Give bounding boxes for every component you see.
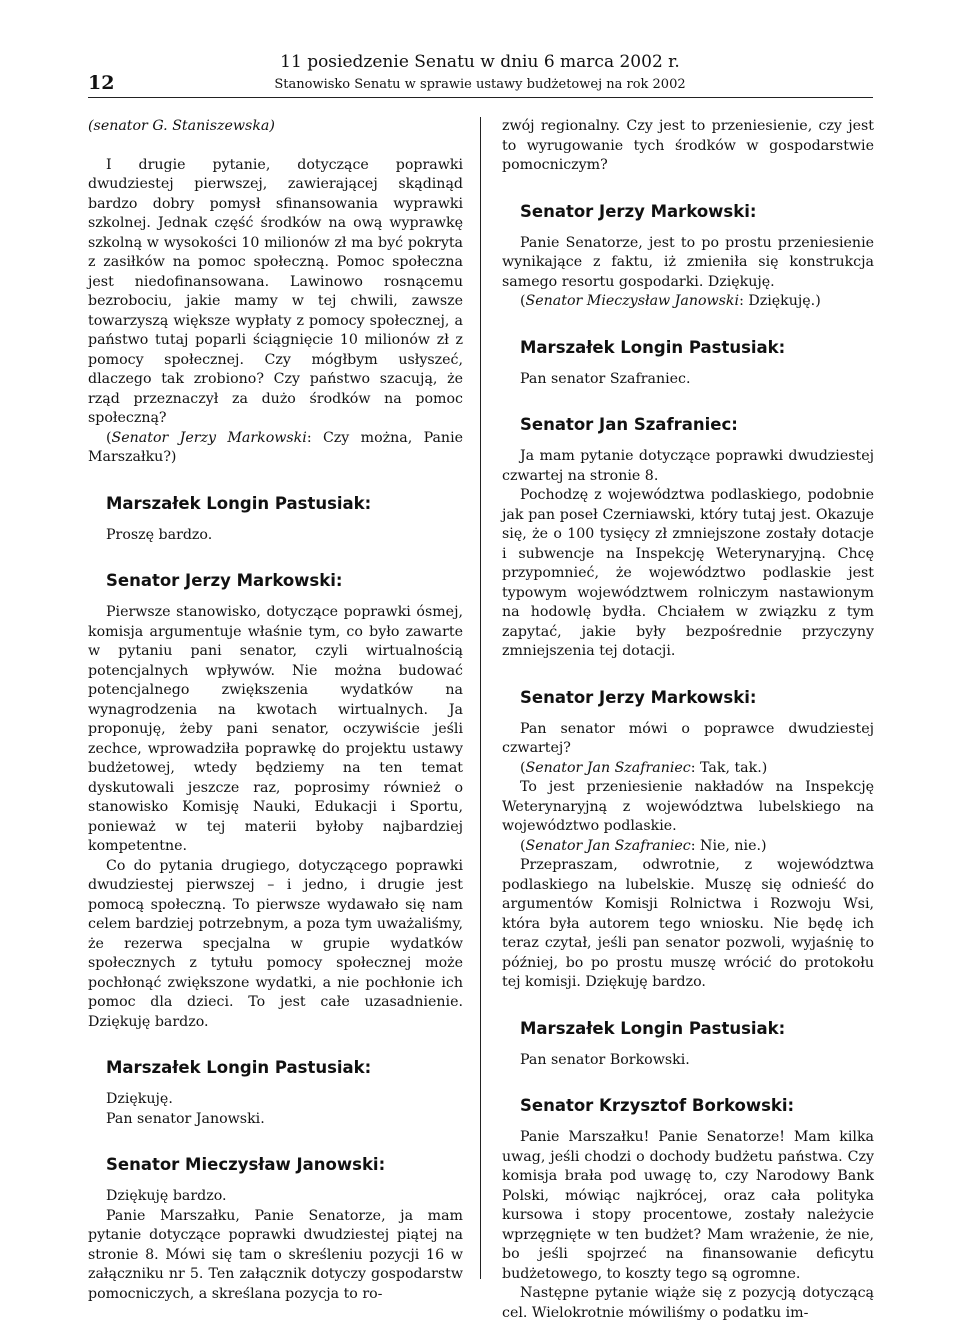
running-header-title: 11 posiedzenie Senatu w dniu 6 marca 2002 r.	[280, 52, 680, 72]
interjection-text: : Czy można, Panie Marszałku?)	[88, 429, 464, 465]
paragraph: Następne pytanie wiąże się z pozycją dotyczącą cel. Wielokrotnie mówiliśmy o podatku im-	[502, 1285, 874, 1321]
paragraph: Pan senator Szafraniec.	[520, 370, 691, 387]
paragraph: Pochodzę z województwa podlaskiego, podobnie jak pan poseł Czerniawski, który tutaj jest. Okazuje się, że o 100 tysięcy zł zmniejszone zostały dotacje i subwencje na Inspekcję Weterynaryjną. Chcę przypomnieć, że województwo podlaskie jest typowym województwem rolniczym nastawionym na hodowlę bydła. Chciałem w związku z tym zapytać, jakie były bezpośrednie przyczyny zmniejszenia tej dotacji.	[502, 487, 874, 659]
interjection: (Senator Mieczysław Janowski: Dziękuję.)	[520, 293, 821, 309]
column-divider	[480, 117, 481, 1279]
interjection: (Senator Jan Szafraniec: Nie, nie.)	[520, 837, 767, 854]
speaker-heading: Marszałek Longin Pastusiak:	[520, 1018, 786, 1038]
interjection: (Senator Jan Szafraniec: Tak, tak.)	[520, 759, 768, 776]
speaker-heading: Marszałek Longin Pastusiak:	[106, 1058, 372, 1077]
right-column	[502, 117, 874, 1323]
paragraph: To jest przeniesienie nakładów na Inspekcję Weterynaryjną z województwa lubelskiego na województwo podlaskie.	[502, 779, 874, 834]
interjection-speaker: Senator Jerzy Markowski	[111, 429, 307, 446]
paragraph: zwój regionalny. Czy jest to przeniesienie, czy jest to wyrugowanie tych środków w gospodarstwie pomocniczym?	[502, 118, 874, 173]
left-column	[88, 117, 463, 1304]
paragraph: Panie Marszałku! Panie Senatorze! Mam kilka uwag, jeśli chodzi o dochody budżetu państwa. Czy komisja brała pod uwagę to, czy Narodowy Bank Polski, mówiąc najkrócej, oraz cała polityka kursowa i stopy procentowe, zostały należycie wprzęgnięte w ten budżet? Mam wrażenie, że nie, bo jeśli spojrzeć na finansowanie deficytu budżetowego, to koszty tego są ogromne.	[502, 1129, 874, 1282]
paragraph: Panie Senatorze, jest to po prostu przeniesienie wynikające z faktu, iż zmieniła się konstrukcja samego resortu gospodarki. Dziękuję.	[502, 234, 874, 290]
speaker-heading: Senator Mieczysław Janowski:	[106, 1155, 386, 1174]
header-rule	[88, 97, 873, 98]
paragraph: Co do pytania drugiego, dotyczącego poprawki dwudziestej pierwszej – i jedno, i drugie jest pomocą społeczną. To pierwsze wydawało się nam celem bardziej potrzebnym, a poza tym uważaliśmy, że rezerwa specjalna w grupie wydatków społecznych z tytułu pomocy społecznej może pochłonąć zwiększone wydatki, a nie pochłonie ich pomoc dla dzieci. To jest całe uzasadnienie. Dziękuję bardzo.	[88, 857, 463, 1030]
interjection-speaker: Senator Jan Szafraniec	[525, 759, 691, 776]
interjection: (Senator Jerzy Markowski: Czy można, Panie Marszałku?)	[88, 429, 464, 465]
paragraph: Pan senator Janowski.	[106, 1110, 265, 1127]
speaker-heading: Marszałek Longin Pastusiak:	[520, 337, 786, 357]
interjection-text: : Tak, tak.)	[690, 759, 768, 776]
paragraph: Dziękuję bardzo.	[106, 1188, 227, 1204]
interjection-speaker: Senator Jan Szafraniec	[525, 837, 691, 854]
speaker-heading: Senator Jan Szafraniec:	[520, 415, 738, 434]
interjection-speaker: Senator Mieczysław Janowski	[525, 293, 740, 309]
paragraph: Pierwsze stanowisko, dotyczące poprawki ósmej, komisja argumentuje właśnie tym, co było zawarte w pytaniu pani senator, czyli wirtualnością potencjalnych wpływów. Nie można budować potencjalnego zwiększenia wydatków na wynagrodzenia na kwotach wirtualnych. Ja proponuję, żeby pani senator, oczywiście jeśli zechce, wprowadziła poprawkę do projektu ustawy budżetowej, wtedy będziemy na ten temat dyskutowali jeszcze raz, poprosimy również o stanowisko Komisję Nauki, Edukacji i Sportu, ponieważ w tej materii byłoby najbardziej kompetentne.	[88, 604, 463, 854]
speaker-heading: Senator Jerzy Markowski:	[520, 687, 757, 707]
speaker-heading: Senator Krzysztof Borkowski:	[520, 1096, 795, 1115]
interjection-text: : Dziękuję.)	[739, 293, 821, 309]
running-header-subtitle: Stanowisko Senatu w sprawie ustawy budżetowej na rok 2002	[274, 77, 686, 92]
paragraph: Proszę bardzo.	[106, 526, 213, 543]
speaker-heading: Senator Jerzy Markowski:	[106, 571, 343, 590]
paragraph: Panie Marszałku, Panie Senatorze, ja mam pytanie dotyczące poprawki dwudziestej piątej na stronie 8. Mówi się tam o skreśleniu pozycji 16 w załączniku nr 5. Ten załącznik dotyczy gospodarstw pomocniczych, a skreślana pozycja to ro-	[88, 1207, 463, 1302]
speaker-heading: Senator Jerzy Markowski:	[520, 201, 757, 221]
paragraph: Ja mam pytanie dotyczące poprawki dwudziestej czwartej na stronie 8.	[502, 448, 874, 484]
speaker-heading: Marszałek Longin Pastusiak:	[106, 493, 372, 513]
paragraph: I drugie pytanie, dotyczące poprawki dwudziestej pierwszej, zawierającej skądinąd bardzo dobry pomysł sfinansowania wyprawki szkolnej. Jednak część środków na ową wyprawkę szkolną w wysokości 10 milionów zł ma być pokryta z zasiłków na pomoc społeczną. Pomoc społeczna jest niedofinansowana. Lawinowo rosnącemu bezrobociu, jakie mamy w tej chwili, zawsze towarzyszą większe wypłaty z pomocy społecznej, a państwo tutaj poparli ściągnięcie 10 milionów zł z pomocy społecznej. Czy mógłbym usłyszeć, dlaczego tak zrobiono? Czy państwo szacują, że rząd przeznaczył za dużo środków na pomoc społeczną?	[88, 156, 463, 426]
speaker-continuation: (senator G. Staniszewska)	[88, 118, 275, 134]
page-number: 12	[88, 72, 115, 94]
interjection-text: : Nie, nie.)	[690, 837, 767, 854]
paragraph: Pan senator Borkowski.	[520, 1051, 690, 1068]
paragraph: Pan senator mówi o poprawce dwudziestej czwartej?	[502, 720, 874, 756]
paragraph: Dziękuję.	[106, 1091, 173, 1107]
paragraph: Przepraszam, odwrotnie, z województwa podlaskiego na lubelskie. Muszę się odnieść do argumentów Komisji Rolnictwa i Rozwoju Wsi, która była autorem tego wniosku. Nie będę ich teraz czytał, jeśli pan senator pozwoli, wyjaśnię to później, bo po prostu muszę wrócić do protokołu tej komisji. Dziękuję bardzo.	[502, 857, 874, 990]
